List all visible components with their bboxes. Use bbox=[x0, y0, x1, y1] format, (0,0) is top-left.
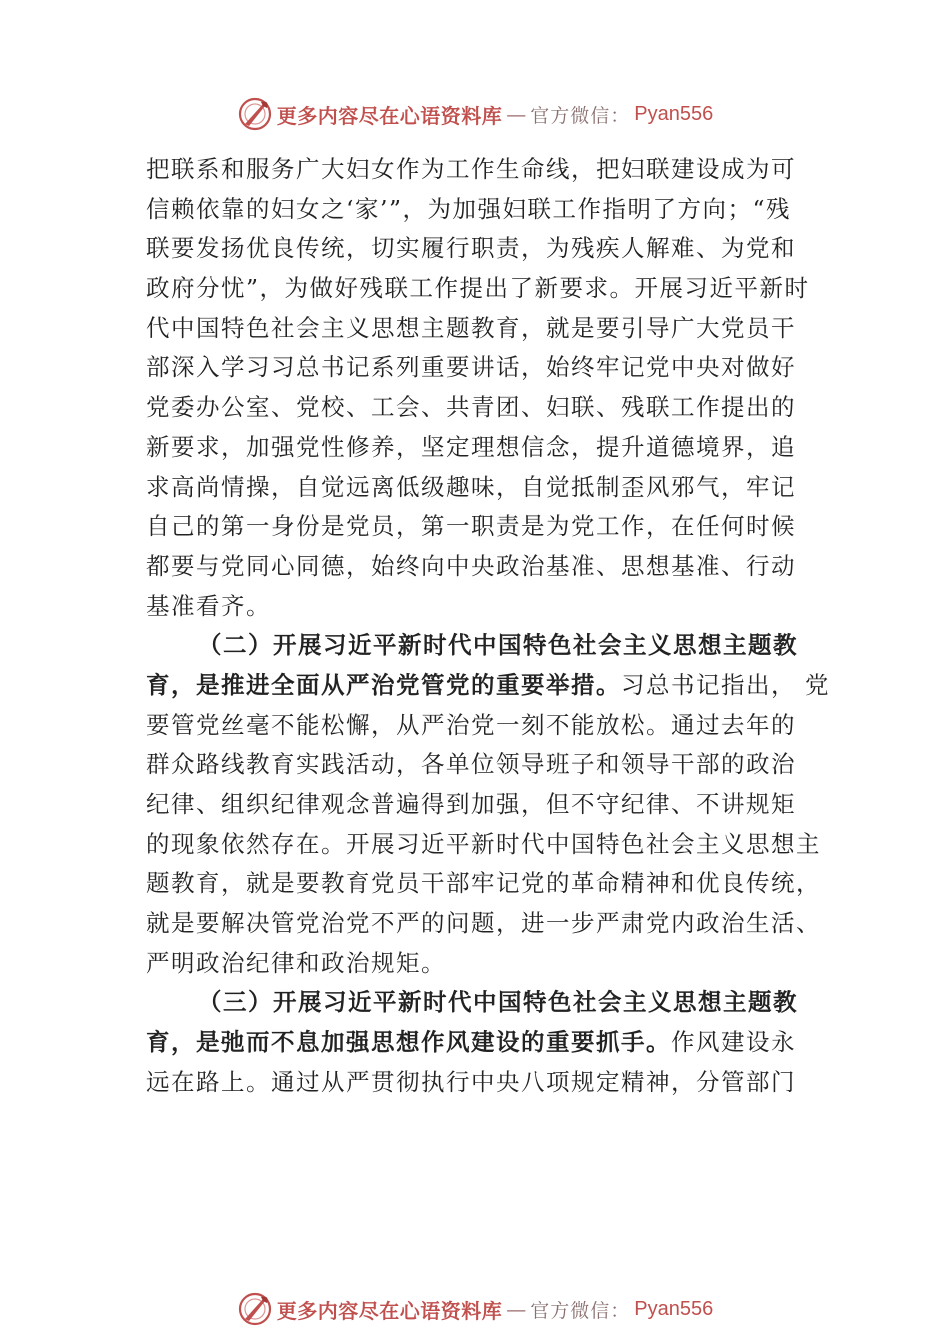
quill-seal-icon bbox=[237, 96, 273, 132]
section-3-heading-cont bbox=[146, 1023, 818, 1063]
section-2-heading-bold: 育，是推进全面从严治党管党的重要举措。 bbox=[146, 670, 621, 699]
body-line: 政府分忧”，为做好残联工作提出了新要求。开展习近平新时 bbox=[146, 274, 810, 303]
body-line: 新要求，加强党性修养，坚定理想信念，提升道德境界，追 bbox=[146, 432, 796, 461]
body-line: 严明政治纪律和政治规矩。 bbox=[146, 948, 446, 977]
body-line: 代中国特色社会主义思想主题教育，就是要引导广大党员干 bbox=[146, 313, 796, 342]
footer-wechat-label: 官方微信： bbox=[530, 1299, 631, 1322]
body-line: 纪律、组织纪律观念普遍得到加强，但不守纪律、不讲规矩 bbox=[146, 790, 796, 818]
section-3-heading-bold: 育，是弛而不息加强思想作风建设的重要抓手。 bbox=[146, 1028, 671, 1057]
body-line: 联要发扬优良传统，切实履行职责，为残疾人解难、为党和 bbox=[146, 234, 796, 263]
body-line: 要管党丝毫不能松懈，从严治党一刻不能放松。通过去年的 bbox=[146, 710, 796, 739]
body-line: 题教育，就是要教育党员干部牢记党的革命精神和优良传统， bbox=[146, 869, 821, 898]
body-line: 求高尚情操，自觉远离低级趣味，自觉抵制歪风邪气，牢记 bbox=[146, 472, 796, 501]
body-line: 信赖依靠的妇女之‘家’”，为加强妇联工作指明了方向；“残 bbox=[146, 194, 791, 223]
body-line: 把联系和服务广大妇女作为工作生命线，把妇联建设成为可 bbox=[146, 155, 796, 183]
section-3-heading: （三）开展习近平新时代中国特色社会主义思想主题教 bbox=[198, 988, 798, 1017]
header-wechat-id: Pyan556 bbox=[634, 102, 714, 125]
body-line: 党委办公室、党校、工会、共青团、妇联、残联工作提出的 bbox=[146, 393, 796, 422]
footer-banner bbox=[0, 1287, 950, 1331]
document-body bbox=[146, 150, 830, 1103]
footer-brand-text: 更多内容尽在心语资料库 bbox=[276, 1298, 503, 1323]
footer-dash: — bbox=[506, 1297, 527, 1321]
body-line: 远在路上。通过从严贯彻执行中央八项规定精神，分管部门 bbox=[146, 1067, 796, 1096]
body-line: 的现象依然存在。开展习近平新时代中国特色社会主义思想主 bbox=[146, 829, 821, 858]
body-line: 就是要解决管党治党不严的问题，进一步严肃党内政治生活、 bbox=[146, 909, 821, 938]
body-line: 部深入学习习总书记系列重要讲话，始终牢记党中央对做好 bbox=[146, 353, 796, 382]
header-wechat-label: 官方微信： bbox=[530, 104, 631, 127]
header-dash: — bbox=[506, 102, 527, 126]
body-line: 群众路线教育实践活动，各单位领导班子和领导干部的政治 bbox=[146, 750, 796, 779]
header-brand-text: 更多内容尽在心语资料库 bbox=[276, 103, 503, 128]
section-2-heading-cont bbox=[146, 666, 830, 706]
body-line: 都要与党同心同德，始终向中央政治基准、思想基准、行动 bbox=[146, 551, 796, 580]
body-line: 基准看齐。 bbox=[146, 591, 271, 620]
footer-wechat-id: Pyan556 bbox=[634, 1297, 714, 1320]
section-2-heading: （二）开展习近平新时代中国特色社会主义思想主题教 bbox=[198, 631, 798, 660]
quill-seal-icon bbox=[237, 1291, 273, 1327]
header-banner bbox=[0, 92, 950, 136]
section-2-heading-rest: 习总书记指出， 党 bbox=[621, 670, 830, 699]
body-line: 自己的第一身份是党员，第一职责是为党工作，在任何时候 bbox=[146, 512, 796, 541]
section-3-heading-rest: 作风建设永 bbox=[671, 1028, 796, 1057]
